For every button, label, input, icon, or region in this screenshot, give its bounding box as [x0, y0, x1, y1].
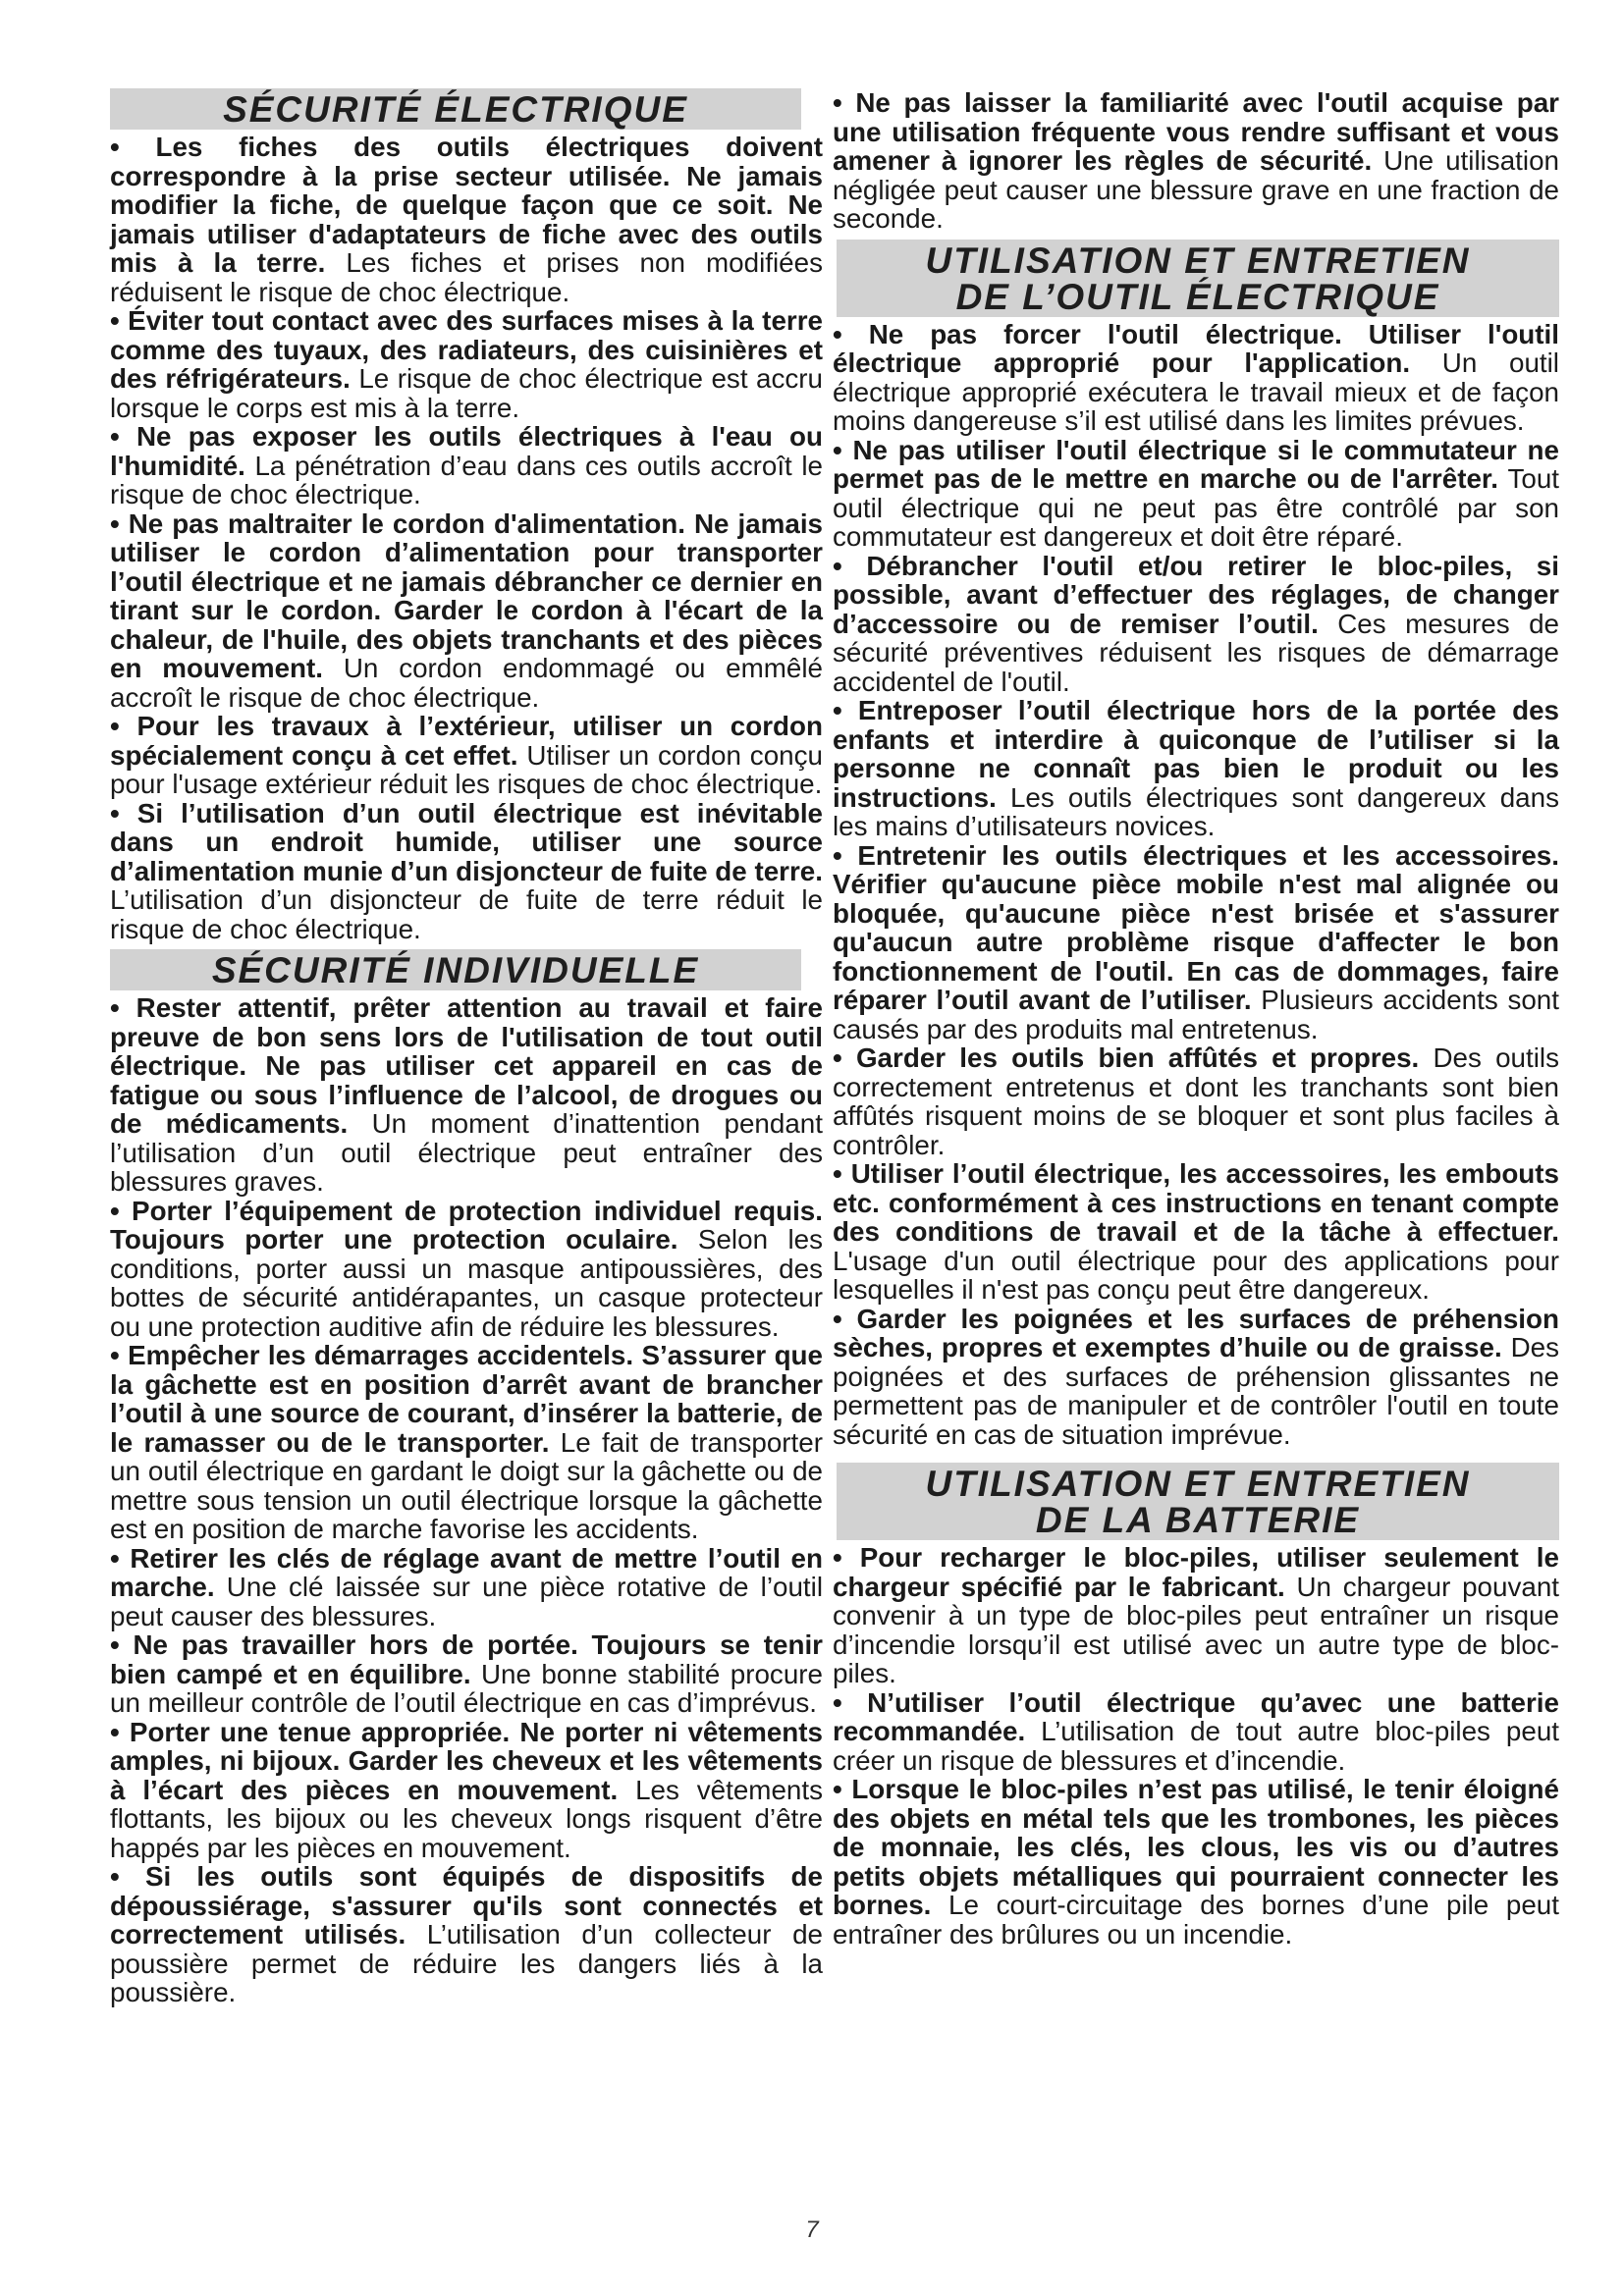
- list-item: • Entreposer l’outil électrique hors de la portée des enfants et interdire à quiconque de l’utiliser si la personne ne connaît pas bien le produit ou les instructions. Les outils électriques sont dangereux dans les mains d’utilisateurs novices.: [833, 695, 1559, 841]
- list-item: • Éviter tout contact avec des surfaces mises à la terre comme des tuyaux, des radiateurs, des cuisinières et des réfrigérateurs. Le risque de choc électrique est accru lorsque le corps est mis à la terre.: [110, 305, 823, 423]
- heading-line: DE LA BATTERIE: [1035, 1500, 1361, 1540]
- heading-electrical-safety: SÉCURITÉ ÉLECTRIQUE: [110, 88, 801, 130]
- list-item: • Ne pas laisser la familiarité avec l'outil acquise par une utilisation fréquente vous rendre suffisant et vous amener à ignorer les règles de sécurité. Une utilisation négligée peut causer une blessure grave en une fraction de seconde.: [833, 87, 1559, 234]
- list-item: • Porter l’équipement de protection individuel requis. Toujours porter une protection oculaire. Selon les conditions, porter aussi un masque antipoussières, des bottes de sécurité antidérapantes, un casque protecteur ou une protection auditive afin de réduire les blessures.: [110, 1195, 823, 1342]
- list-item: • Lorsque le bloc-piles n’est pas utilisé, le tenir éloigné des objets en métal tels que les trombones, les pièces de monnaie, les clés, les clous, les vis ou d’autres petits objets métalliques qui pourraient connecter les bornes. Le court-circuitage des bornes d’une pile peut entraîner des brûlures ou un incendie.: [833, 1774, 1559, 1949]
- heading-tool-use-care: [837, 240, 1559, 317]
- page-number: 7: [805, 2216, 819, 2243]
- heading-line: UTILISATION ET ENTRETIEN: [925, 240, 1471, 281]
- list-item: • Empêcher les démarrages accidentels. S’assurer que la gâchette est en position d’arrêt avant de brancher l’outil à une source de courant, d’insérer la batterie, de le ramasser ou de le transporter. Le fait de transporter un outil électrique en gardant le doigt sur la gâchette ou de mettre sous tension un outil électrique lorsque la gâchette est en position de marche favorise les accidents.: [110, 1340, 823, 1544]
- list-item: • Si l’utilisation d’un outil électrique est inévitable dans un endroit humide, utiliser une source d’alimentation munie d’un disjoncteur de fuite de terre. L’utilisation d’un disjoncteur de fuite de terre réduit le risque de choc électrique.: [110, 797, 823, 944]
- list-item: • Débrancher l'outil et/ou retirer le bloc-piles, si possible, avant d’effectuer des réglages, de changer d’accessoire ou de remiser l’outil. Ces mesures de sécurité préventives réduisent les risques de démarrage accidentel de l'outil.: [833, 550, 1559, 697]
- heading-line: DE L’OUTIL ÉLECTRIQUE: [955, 276, 1440, 317]
- list-item: • N’utiliser l’outil électrique qu’avec une batterie recommandée. L’utilisation de tout autre bloc-piles peut créer un risque de blessures et d’incendie.: [833, 1686, 1559, 1776]
- heading-line: UTILISATION ET ENTRETIEN: [925, 1464, 1471, 1504]
- list-item: • Ne pas utiliser l'outil électrique si le commutateur ne permet pas de le mettre en marche ou de l'arrêter. Tout outil électrique qui ne peut pas être contrôlé par son commutateur est dangereux et doit être réparé.: [833, 434, 1560, 552]
- list-item: • Ne pas forcer l'outil électrique. Utiliser l'outil électrique approprié pour l'application. Un outil électrique approprié exécutera le travail mieux et de façon moins dangereuse s’il est utilisé dans les limites prévues.: [833, 318, 1559, 436]
- list-item: • Utiliser l’outil électrique, les accessoires, les embouts etc. conformément à ces instructions en tenant compte des conditions de travail et de la tâche à effectuer. L'usage d'un outil électrique pour des applications pour lesquelles il n'est pas conçu peut être dangereux.: [833, 1158, 1559, 1305]
- list-item: • Garder les poignées et les surfaces de préhension sèches, propres et exemptes d’huile ou de graisse. Des poignées et des surfaces de préhension glissantes ne permettent pas de manipuler et de contrôler l'outil en toute sécurité en cas de situation imprévue.: [833, 1303, 1560, 1450]
- list-item: • Pour recharger le bloc-piles, utiliser seulement le chargeur spécifié par le fabricant. Un chargeur pouvant convenir à un type de bloc-piles peut entraîner un risque d’incendie lorsqu’il est utilisé avec un autre type de bloc-piles.: [833, 1542, 1560, 1688]
- list-item: • Les fiches des outils électriques doivent correspondre à la prise secteur utilisée. Ne jamais modifier la fiche, de quelque façon que ce soit. Ne jamais utiliser d'adaptateurs de fiche avec des outils mis à la terre. Les fiches et prises non modifiées réduisent le risque de choc électrique.: [110, 132, 823, 307]
- list-item: • Ne pas exposer les outils électriques à l'eau ou l'humidité. La pénétration d’eau dans ces outils accroît le risque de choc électrique.: [110, 421, 823, 509]
- left-column: [110, 88, 823, 2007]
- right-column: [833, 88, 1559, 1949]
- list-item: • Entretenir les outils électriques et les accessoires. Vérifier qu'aucune pièce mobile n'est mal alignée ou bloquée, qu'aucune pièce n'est brisée et s'assurer qu'aucun autre problème risque d'affecter le bon fonctionnement de l'outil. En cas de dommages, faire réparer l’outil avant de l’utiliser. Plusieurs accidents sont causés par des produits mal entretenus.: [833, 839, 1559, 1044]
- list-item: • Retirer les clés de réglage avant de mettre l’outil en marche. Une clé laissée sur une pièce rotative de l’outil peut causer des blessures.: [110, 1542, 823, 1631]
- list-item: • Ne pas maltraiter le cordon d'alimentation. Ne jamais utiliser le cordon d’alimentation pour transporter l’outil électrique et ne jamais débrancher ce dernier en tirant sur le cordon. Garder le cordon à l'écart de la chaleur, de l'huile, des objets tranchants et des pièces en mouvement. Un cordon endommagé ou emmêlé accroît le risque de choc électrique.: [110, 507, 823, 713]
- list-item: • Pour les travaux à l’extérieur, utiliser un cordon spécialement conçu à cet effet. Utiliser un cordon conçu pour l'usage extérieur réduit les risques de choc électrique.: [110, 711, 823, 799]
- list-item: • Porter une tenue appropriée. Ne porter ni vêtements amples, ni bijoux. Garder les cheveux et les vêtements à l’écart des pièces en mouvement. Les vêtements flottants, les bijoux ou les cheveux longs risquent d’être happés par les pièces en mouvement.: [110, 1716, 823, 1863]
- heading-battery-use-care: [837, 1463, 1559, 1540]
- list-item: • Rester attentif, prêter attention au travail et faire preuve de bon sens lors de l'utilisation de tout outil électrique. Ne pas utiliser cet appareil en cas de fatigue ou sous l’influence de l’alcool, de drogues ou de médicaments. Un moment d’inattention pendant l’utilisation d’un outil électrique peut entraîner des blessures graves.: [110, 992, 823, 1197]
- list-item: • Si les outils sont équipés de dispositifs de dépoussiérage, s'assurer qu'ils sont connectés et correctement utilisés. L’utilisation d’un collecteur de poussière permet de réduire les dangers liés à la poussière.: [110, 1861, 823, 2007]
- heading-personal-safety: SÉCURITÉ INDIVIDUELLE: [110, 949, 801, 990]
- list-item: • Garder les outils bien affûtés et propres. Des outils correctement entretenus et dont les tranchants sont bien affûtés risquent moins de se bloquer et sont plus faciles à contrôler.: [833, 1042, 1559, 1160]
- list-item: • Ne pas travailler hors de portée. Toujours se tenir bien campé et en équilibre. Une bonne stabilité procure un meilleur contrôle de l’outil électrique en cas d’imprévus.: [110, 1629, 823, 1718]
